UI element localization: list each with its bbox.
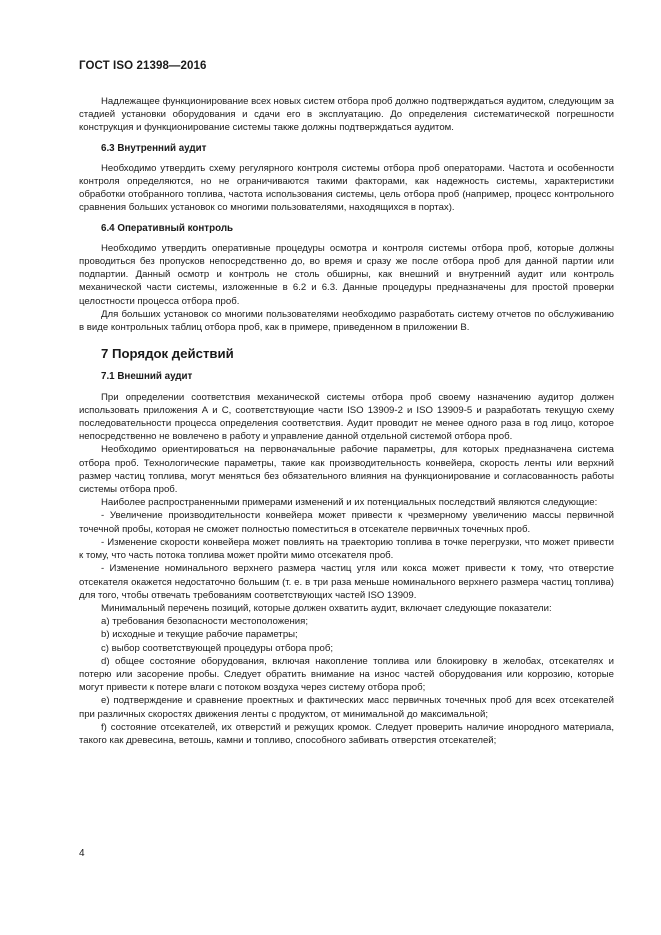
page-number: 4 xyxy=(79,848,85,859)
list-item-b: b) исходные и текущие рабочие параметры; xyxy=(101,629,298,641)
paragraph: Необходимо ориентироваться на первоначальные рабочие параметры, для которых предназначена система отбора проб. Технологические параметры, такие как производительность конвейера, скорость ленты или верхний размер частиц топлива, могут меняться без обязательного влияния на функционирование и согласованность работы системы отбора проб. xyxy=(79,444,614,496)
paragraph: Необходимо утвердить оперативные процедуры осмотра и контроля системы отбора проб, которые должны проводиться без пропусков непосредственно до, во время и сразу же после отбора проб для данной партии или подпартии. Данный осмотр и контроль не столь обширны, как внешний и внутренний аудит или контроль механической части системы, изложенные в 6.2 и 6.3. Данные процедуры предназначены для простой проверки целостности процесса отбора проб. xyxy=(79,242,614,307)
document-body xyxy=(79,95,614,747)
section-heading-7-1: 7.1 Внешний аудит xyxy=(101,371,193,383)
list-item-e: е) подтверждение и сравнение проектных и фактических масс первичных точечных проб для всех отсекателей при различных скоростях движения ленты с продуктом, от минимальной до максимальной; xyxy=(79,695,614,720)
section-heading-6-3: 6.3 Внутренний аудит xyxy=(101,142,207,154)
dash-list-item: - Увеличение производительности конвейера может привести к чрезмерному увеличению массы первичной точечной пробы, которая не сможет полностью поместиться в отсекателе первичных точечных проб. xyxy=(79,510,614,535)
list-item-a: а) требования безопасности местоположения; xyxy=(101,616,309,628)
list-item-f: f) состояние отсекателей, их отверстий и режущих кромок. Следует проверить наличие инородного материала, такого как древесина, ветошь, камни и топливо, способного забивать отверстия отсекателей; xyxy=(79,721,614,746)
dash-list-item: - Изменение скорости конвейера может повлиять на траекторию топлива в точке перегрузки, что может привести к тому, что часть потока топлива может пройти мимо отсекателя проб. xyxy=(79,536,614,562)
dash-list-item: - Изменение номинального верхнего размера частиц угля или кокса может привести к тому, что отверстие отсекателя окажется недостаточно большим (т. е. в три раза меньше номинального верхнего размера частиц топлива) для того, чтобы отвечать требованиям соответствующих частей ISO 13909. xyxy=(79,563,614,601)
paragraph: Наиболее распространенными примерами изменений и их потенциальных последствий являются следующие: xyxy=(101,497,598,509)
paragraph: Необходимо утвердить схему регулярного контроля системы отбора проб операторами. Частота и особенности контроля определяются, но не ограничиваются такими факторами, как надежность системы, характеристики обработки отобранного топлива, частота использования системы, цель отбора проб (например, процесс контрольного сравнения больших установок со многими пользователями, находящихся в портах). xyxy=(79,162,614,214)
list-item-d: d) общее состояние оборудования, включая накопление топлива или блокировку в желобах, отсекателях и потерю или засорение пробы. Следует обратить внимание на износ частей оборудования или коррозию, которые могут привести к потере влаги с потоком воздуха через систему отбора проб; xyxy=(79,655,614,694)
paragraph: Надлежащее функционирование всех новых систем отбора проб должно подтверждаться аудитом, следующим за стадией установки оборудования и сдачи его в эксплуатацию. До определения систематической погрешности конструкция и функционирование системы также должны подтверждаться аудитом. xyxy=(79,96,614,134)
paragraph: Минимальный перечень позиций, которые должен охватить аудит, включает следующие показатели: xyxy=(101,602,552,614)
chapter-heading-7: 7 Порядок действий xyxy=(101,346,234,362)
section-heading-6-4: 6.4 Оперативный контроль xyxy=(101,222,234,234)
list-item-c: с) выбор соответствующей процедуры отбора проб; xyxy=(101,642,334,654)
paragraph: Для больших установок со многими пользователями необходимо разработать систему отчетов по обслуживанию в виде контрольных таблиц отбора проб, как в примере, приведенном в приложении В. xyxy=(79,308,614,334)
paragraph: При определении соответствия механической системы отбора проб своему назначению аудитор должен использовать приложения А и С, соответствующие части ISO 13909-2 и ISO 13909-5 и разработать текущую схему последовательности процесса определения соответствия. Аудит проводит не менее одного раза в год лицо, которое непосредственно не вовлечено в работу и управление данной отдельной системой отбора проб. xyxy=(79,391,614,443)
document-header: ГОСТ ISO 21398—2016 xyxy=(79,60,207,72)
